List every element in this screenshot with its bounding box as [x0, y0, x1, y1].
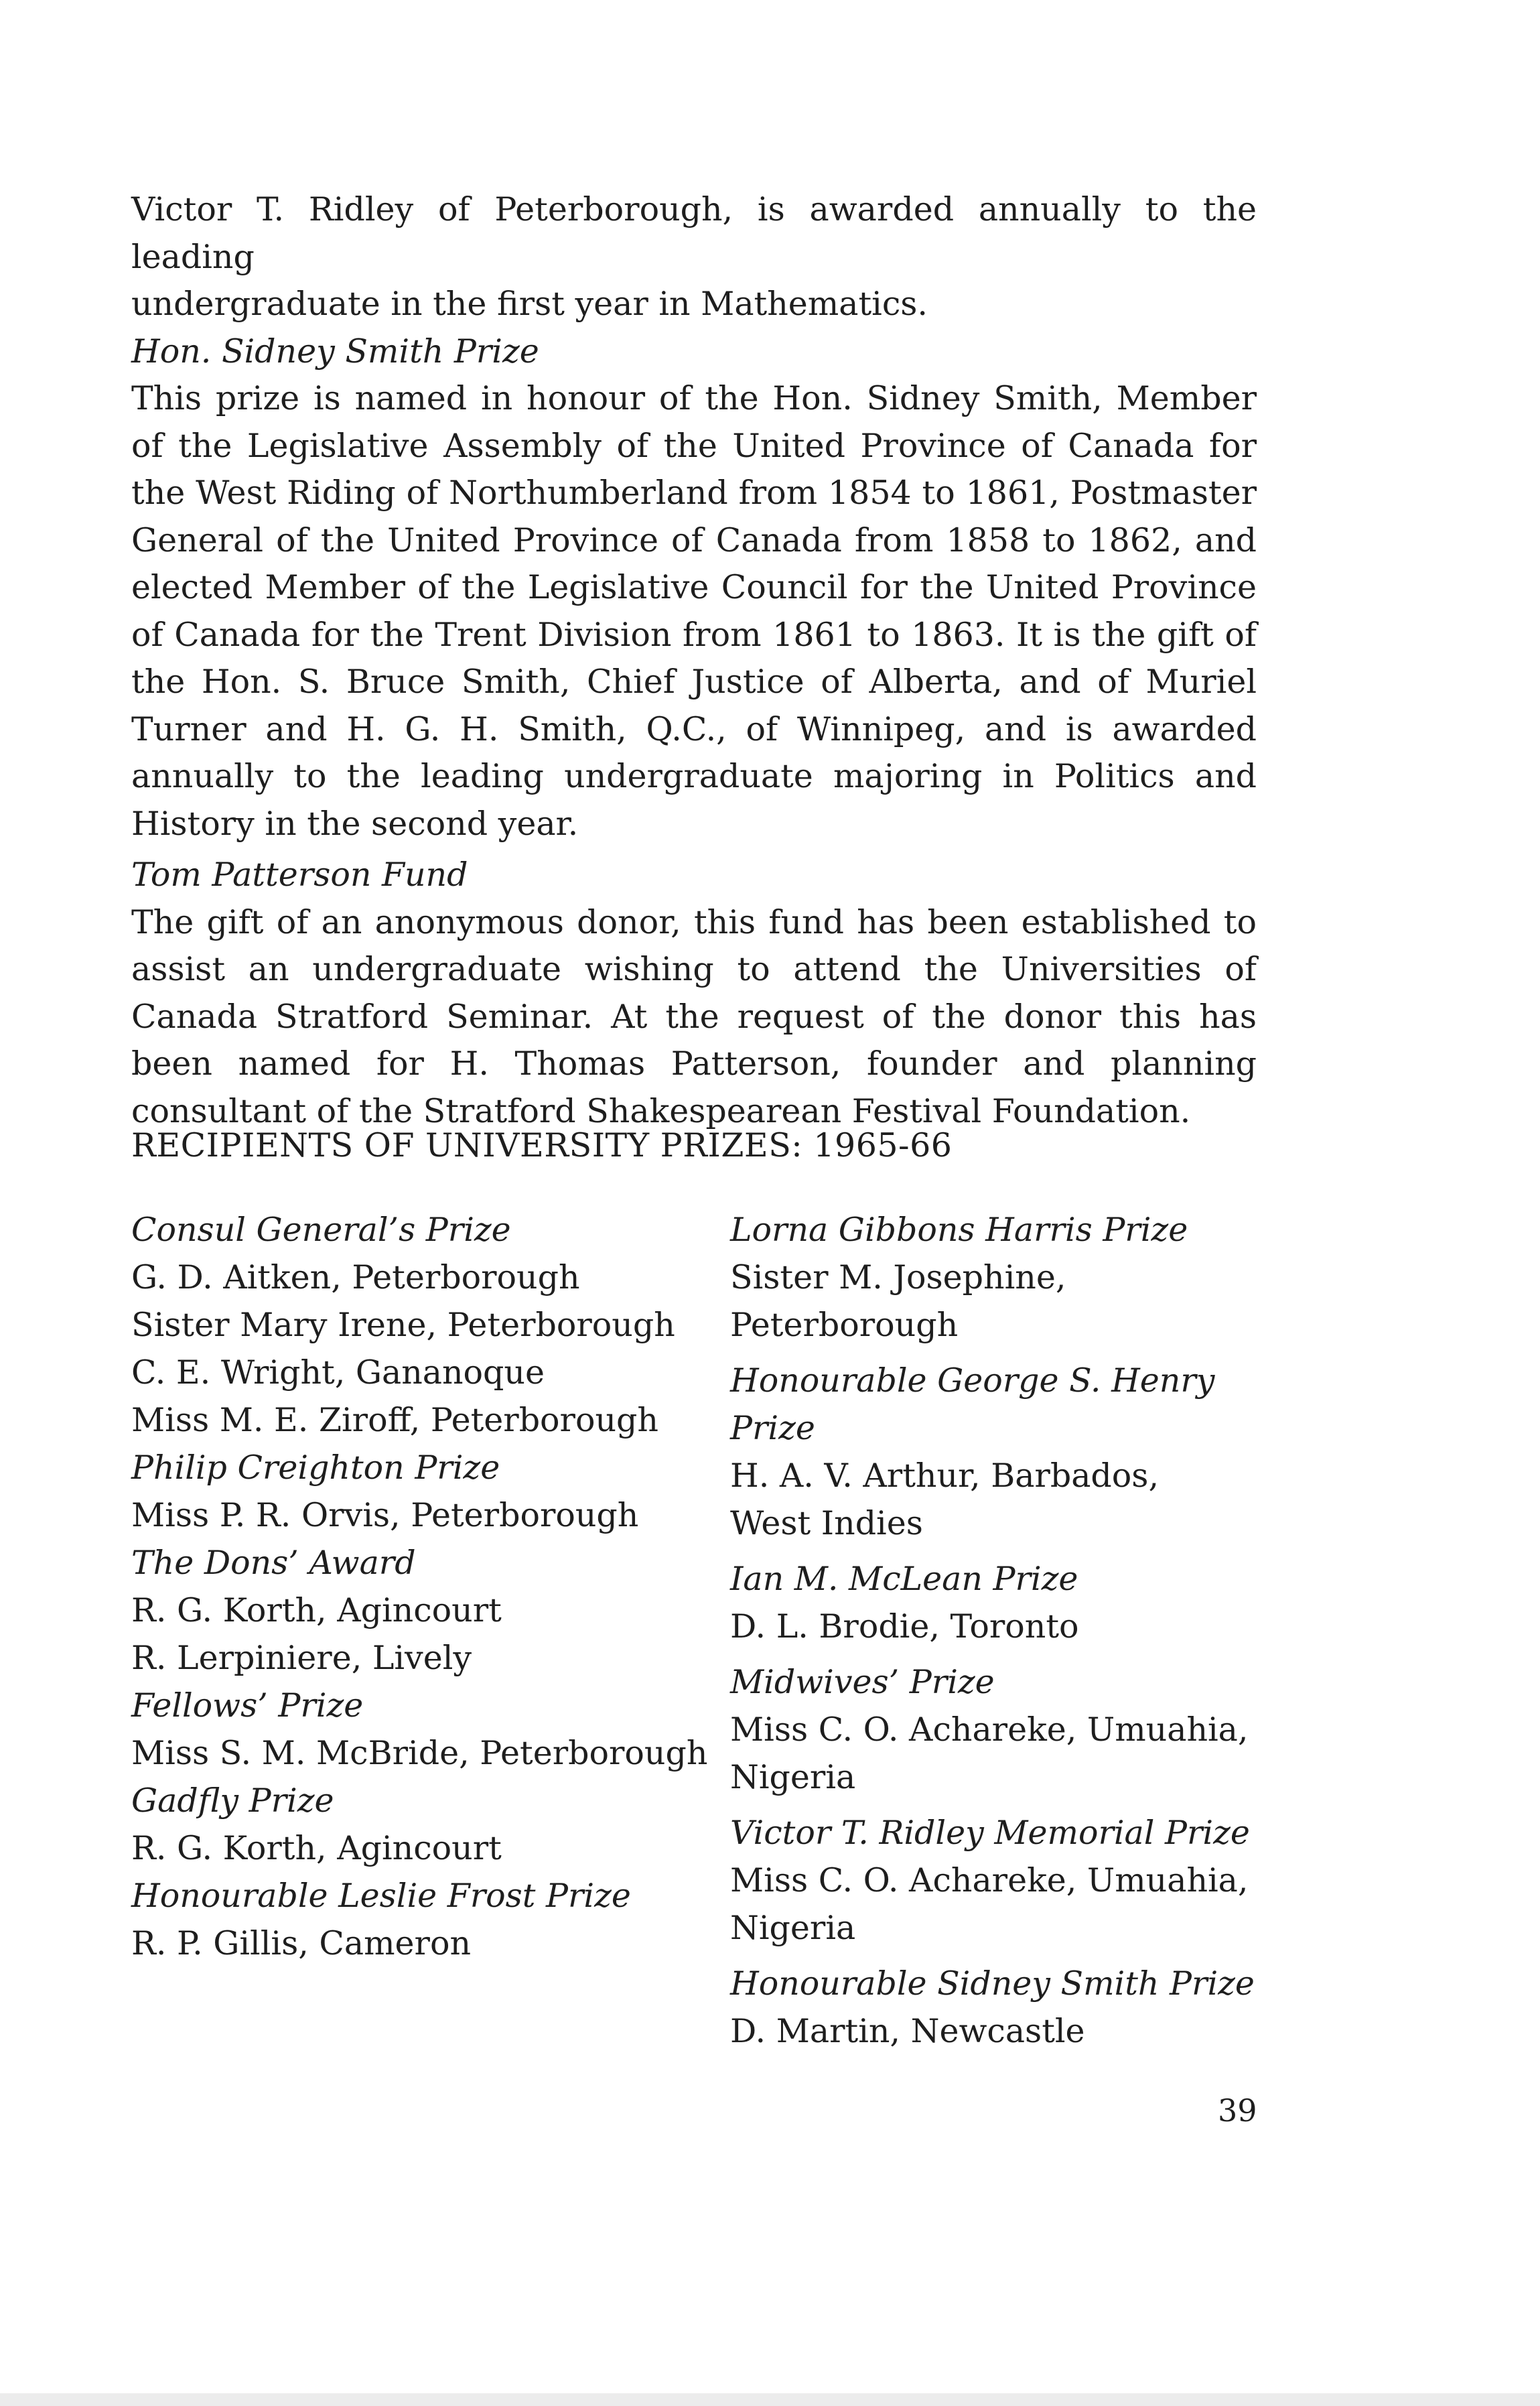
prize-entry — [131, 1682, 721, 1777]
prize-recipient: H. A. V. Arthur, Barbados, — [730, 1457, 1160, 1495]
prize-entry — [730, 1555, 1279, 1650]
prize-title: Consul General’s Prize — [131, 1211, 511, 1249]
section-heading: Tom Patterson Fund — [131, 856, 468, 894]
prize-title: Lorna Gibbons Harris Prize — [730, 1211, 1188, 1249]
prize-title: Philip Creighton Prize — [131, 1449, 500, 1487]
prize-recipient: G. D. Aitken, Peterborough — [131, 1258, 580, 1296]
section-paragraph: This prize is named in honour of the Hon. Sidney Smith, Member of the Legislative Assembly of the United Province of Canada for the West Riding of Northumberland from 1854 to 1861, Postmaster General of the United Province of Canada from 1858 to 1862, and elected Member of the Legislative Council for the United Province of Canada for the Trent Division from 1861 to 1863. It is the gift of the Hon. S. Bruce Smith, Chief Justice of Alberta, and of Muriel Turner and H. G. H. Smith, Q.C., of Winnipeg, and is awarded annually to the leading undergraduate majoring in Politics and History in the second year. — [131, 379, 1257, 843]
prize-entry — [131, 1539, 721, 1682]
prize-title: Honourable Sidney Smith Prize — [730, 1964, 1255, 2003]
prize-recipient: West Indies — [730, 1504, 923, 1542]
prize-recipient: Nigeria — [730, 1758, 856, 1796]
prize-recipient: R. Lerpiniere, Lively — [131, 1639, 472, 1677]
prize-title: The Dons’ Award — [131, 1544, 416, 1582]
intro-line: Victor T. Ridley of Peterborough, is awarded annually to the leading — [131, 190, 1257, 276]
prize-recipient: D. Martin, Newcastle — [730, 2012, 1085, 2050]
prize-recipient: R. G. Korth, Agincourt — [131, 1591, 502, 1629]
prize-entry — [730, 1960, 1279, 2055]
prize-recipient: C. E. Wright, Gananoque — [131, 1353, 545, 1392]
prize-title: Midwives’ Prize — [730, 1663, 995, 1701]
recipients-right-column — [730, 1206, 1279, 2063]
prize-recipient: Miss M. E. Ziroff, Peterborough — [131, 1401, 658, 1439]
prize-title: Honourable Leslie Frost Prize — [131, 1877, 631, 1915]
scan-edge — [0, 2393, 1540, 2406]
prize-recipient: D. L. Brodie, Toronto — [730, 1607, 1079, 1646]
prize-title: Honourable George S. Henry Prize — [730, 1361, 1215, 1447]
intro-line: undergraduate in the first year in Mathematics. — [131, 285, 928, 323]
prize-title: Gadfly Prize — [131, 1782, 334, 1820]
section-paragraph: The gift of an anonymous donor, this fund has been established to assist an undergraduate wishing to attend the Universities of Canada Stratford Seminar. At the request of the donor this has been named for H. Thomas Patterson, founder and planning consultant of the Stratford Shakespearean Festival Foundation. — [131, 903, 1257, 1130]
page-number: 39 — [1218, 2092, 1257, 2129]
prize-entry — [730, 1357, 1279, 1547]
prize-recipient: Miss C. O. Achareke, Umuahia, — [730, 1711, 1249, 1749]
prize-recipient: R. P. Gillis, Cameron — [131, 1924, 472, 1962]
prize-recipient: Miss C. O. Achareke, Umuahia, — [730, 1861, 1249, 1899]
prize-entry — [131, 1777, 721, 1872]
prize-title: Victor T. Ridley Memorial Prize — [730, 1814, 1250, 1852]
body-text — [131, 186, 1257, 1135]
recipients-heading: RECIPIENTS OF UNIVERSITY PRIZES: 1965-66 — [131, 1126, 953, 1164]
section-heading: Hon. Sidney Smith Prize — [131, 332, 539, 371]
prize-recipient: Sister Mary Irene, Peterborough — [131, 1306, 675, 1344]
prize-entry — [730, 1809, 1279, 1952]
prize-recipient: Sister M. Josephine, Peterborough — [730, 1258, 1066, 1344]
prize-recipient: R. G. Korth, Agincourt — [131, 1829, 502, 1867]
recipients-left-column — [131, 1206, 721, 1967]
prize-title: Fellows’ Prize — [131, 1686, 364, 1725]
prize-entry — [730, 1206, 1279, 1349]
prize-entry — [730, 1658, 1279, 1801]
prize-recipient: Miss P. R. Orvis, Peterborough — [131, 1496, 639, 1534]
prize-title: Ian M. McLean Prize — [730, 1560, 1078, 1598]
prize-entry — [131, 1444, 721, 1539]
prize-entry — [131, 1206, 721, 1444]
prize-recipient: Miss S. M. McBride, Peterborough — [131, 1734, 708, 1772]
prize-recipient: Nigeria — [730, 1909, 856, 1947]
prize-entry — [131, 1872, 721, 1967]
